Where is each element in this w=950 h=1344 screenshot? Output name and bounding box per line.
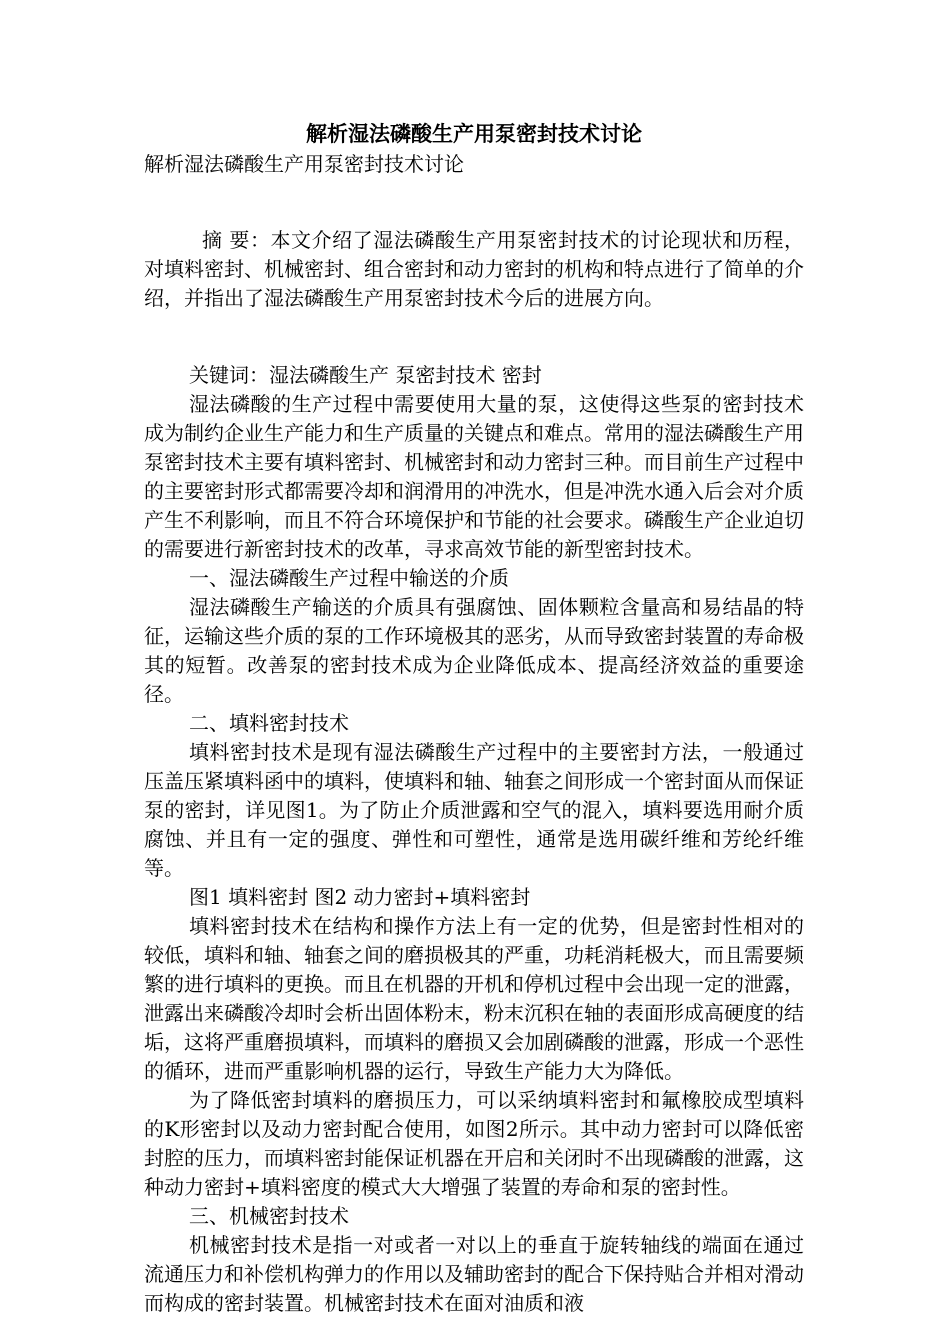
document-page	[144, 118, 804, 1318]
section-heading-1: 一、湿法磷酸生产过程中输送的介质	[189, 566, 509, 590]
section3-paragraph: 机械密封技术是指一对或者一对以上的垂直于旋转轴线的端面在通过流通压力和补偿机构弹力的作用以及辅助密封的配合下保持贴合并相对滑动而构成的密封装置。机械密封技术在面对油质和液	[144, 1233, 804, 1315]
section-heading-3: 三、机械密封技术	[189, 1204, 349, 1228]
intro-paragraph: 湿法磷酸的生产过程中需要使用大量的泵，这使得这些泵的密封技术成为制约企业生产能力和生产质量的关键点和难点。常用的湿法磷酸生产用泵密封技术主要有填料密封、机械密封和动力密封三种。而目前生产过程中的主要密封形式都需要冷却和润滑用的冲洗水，但是冲洗水通入后会对介质产生不利影响，而且不符合环境保护和节能的社会要求。磷酸生产企业迫切的需要进行新密封技术的改革，寻求高效节能的新型密封技术。	[144, 392, 804, 561]
section2-paragraph-1: 填料密封技术是现有湿法磷酸生产过程中的主要密封方法，一般通过 压盖压紧填料函中的填料，使填料和轴、轴套之间形成一个密封面从而保证泵的密封，详见图1。为了防止介质泄露和空气的混入，填料要选用耐介质腐蚀、并且有一定的强度、弹性和可塑性，通常是选用碳纤维和芳纶纤维等。	[144, 740, 804, 880]
document-title: 解析湿法磷酸生产用泵密封技术讨论	[306, 121, 642, 146]
keywords-line: 关键词：湿法磷酸生产 泵密封技术 密封	[189, 363, 542, 387]
abstract-paragraph: 摘 要：本文介绍了湿法磷酸生产用泵密封技术的讨论现状和历程，对填料密封、机械密封、组合密封和动力密封的机构和特点进行了简单的介绍，并指出了湿法磷酸生产用泵密封技术今后的进展方向。	[144, 228, 804, 310]
section-heading-2: 二、填料密封技术	[189, 711, 349, 735]
figure-caption: 图1 填料密封 图2 动力密封+填料密封	[189, 885, 531, 909]
section1-paragraph: 湿法磷酸生产输送的介质具有强腐蚀、固体颗粒含量高和易结晶的特征，运输这些介质的泵的工作环境极其的恶劣，从而导致密封装置的寿命极其的短暂。改善泵的密封技术成为企业降低成本、提高经济效益的重要途径。	[144, 595, 804, 706]
section2-paragraph-3: 为了降低密封填料的磨损压力，可以采纳填料密封和氟橡胶成型填料的K形密封以及动力密封配合使用，如图2所示。其中动力密封可以降低密封腔的压力，而填料密封能保证机器在开启和关闭时不出现磷酸的泄露，这种动力密封+填料密度的模式大大增强了装置的寿命和泵的密封性。	[144, 1088, 804, 1199]
document-subtitle: 解析湿法磷酸生产用泵密封技术讨论	[144, 152, 464, 176]
section2-paragraph-2: 填料密封技术在结构和操作方法上有一定的优势，但是密封性相对的较低，填料和轴、轴套之间的磨损极其的严重，功耗消耗极大，而且需要频繁的进行填料的更换。而且在机器的开机和停机过程中会出现一定的泄露，泄露出来磷酸冷却时会析出固体粉末，粉末沉积在轴的表面形成高硬度的结垢，这将严重磨损填料，而填料的磨损又会加剧磷酸的泄露，形成一个恶性的循环，进而严重影响机器的运行，导致生产能力大为降低。	[144, 914, 804, 1083]
